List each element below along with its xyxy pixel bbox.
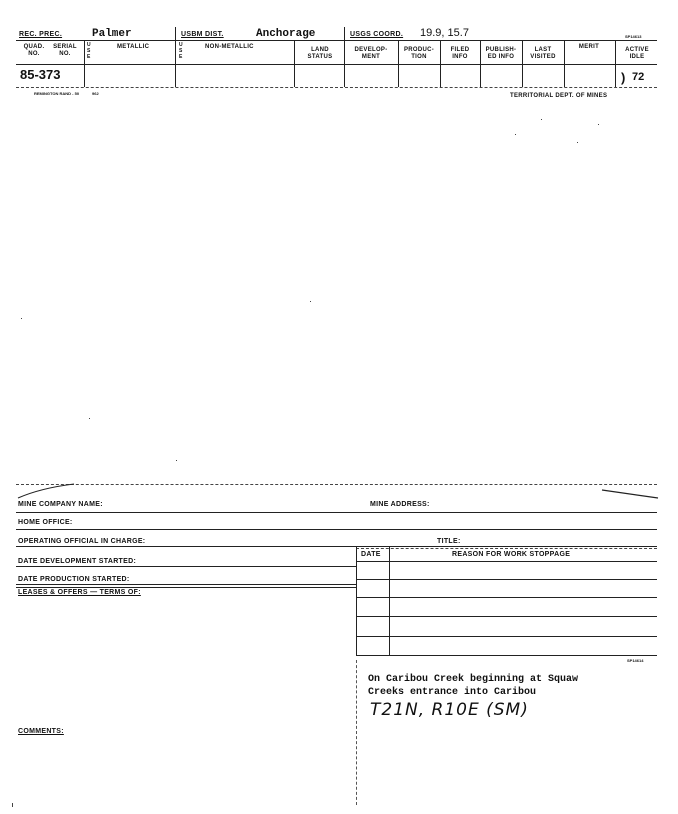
reason-column-header: REASON FOR WORK STOPPAGE — [452, 551, 571, 558]
form-rule — [16, 546, 657, 547]
header-divider — [344, 27, 345, 87]
stoppage-row — [356, 579, 657, 580]
stoppage-date-divider — [389, 546, 390, 656]
comments-label: COMMENTS: — [18, 728, 64, 735]
form-rule-double — [16, 587, 356, 588]
usgs-coord-value: 19.9, 15.7 — [420, 27, 469, 39]
header-top-rule — [16, 40, 657, 41]
speck — [577, 142, 578, 143]
stoppage-table-border — [356, 546, 357, 656]
speck — [176, 460, 177, 461]
use-nonmetallic-header: U S E — [179, 42, 183, 60]
stoppage-row — [356, 616, 657, 617]
leases-label: LEASES & OFFERS — TERMS OF: — [18, 589, 141, 596]
operating-official-label: OPERATING OFFICIAL IN CHARGE: — [18, 538, 146, 545]
form-rule-double — [356, 548, 657, 549]
date-development-label: DATE DEVELOPMENT STARTED: — [18, 558, 137, 565]
handwritten-location: T21N, R10E (SM) — [370, 700, 529, 720]
last-visited-header: LAST VISITED — [530, 47, 556, 60]
remarks-line-1: On Caribou Creek beginning at Squaw — [368, 674, 579, 685]
production-header: PRODUC-TION — [403, 47, 435, 60]
stoppage-row — [356, 636, 657, 637]
department-label: TERRITORIAL DEPT. OF MINES — [510, 93, 608, 99]
non-metallic-header: NON-METALLIC — [205, 44, 254, 50]
active-idle-value: 72 — [632, 71, 645, 83]
metallic-header: METALLIC — [117, 44, 150, 50]
use-metallic-header: U S E — [87, 42, 91, 60]
column-divider — [564, 41, 565, 87]
date-production-label: DATE PRODUCTION STARTED: — [18, 576, 130, 583]
printer-code: 962 — [92, 91, 99, 96]
form-code: SP14613 — [625, 34, 642, 39]
land-status-header: LAND STATUS — [307, 47, 333, 60]
speck — [598, 124, 599, 125]
header-divider — [175, 27, 176, 87]
filed-info-header: FILED INFO — [450, 47, 470, 60]
column-divider — [480, 41, 481, 87]
curl-left — [16, 478, 76, 500]
active-idle-header: ACTIVE IDLE — [625, 47, 649, 60]
mine-company-name-label: MINE COMPANY NAME: — [18, 501, 103, 508]
printer-mark: REMINGTON RAND - 50 — [34, 91, 80, 96]
lower-tear-line — [16, 484, 657, 485]
form-rule — [16, 584, 356, 585]
rec-prec-label: REC. PREC. — [19, 31, 63, 38]
usbm-dist-value: Anchorage — [256, 28, 316, 40]
column-divider — [615, 41, 616, 87]
card-number: 85-373 — [20, 67, 61, 82]
speck — [515, 134, 516, 135]
usbm-dist-label: USBM DIST. — [181, 31, 224, 38]
column-divider — [522, 41, 523, 87]
speck — [310, 301, 311, 302]
quad-no-header: QUAD. NO. — [23, 44, 45, 57]
remarks-line-2: Creeks entrance into Caribou — [368, 687, 537, 698]
mine-address-label: MINE ADDRESS: — [370, 501, 430, 508]
form-rule — [16, 529, 657, 530]
stoppage-row — [356, 561, 657, 562]
stoppage-row — [356, 597, 657, 598]
date-column-header: DATE — [361, 551, 381, 558]
column-divider — [398, 41, 399, 87]
curl-right — [600, 480, 660, 500]
published-info-header: PUBLISH-ED INFO — [485, 47, 517, 60]
speck — [541, 119, 542, 120]
column-divider — [294, 41, 295, 87]
title-label: TITLE: — [437, 538, 461, 545]
column-divider — [440, 41, 441, 87]
speck — [12, 803, 13, 807]
usgs-coord-label: USGS COORD. — [350, 31, 404, 38]
form-rule — [16, 512, 657, 513]
rec-prec-value: Palmer — [92, 28, 132, 40]
row-tear-line — [16, 87, 657, 88]
active-idle-mark: ) — [621, 70, 626, 85]
column-divider — [84, 41, 85, 87]
form-rule — [16, 566, 356, 567]
speck — [21, 318, 22, 319]
speck — [89, 418, 90, 419]
lower-margin-line — [356, 660, 357, 805]
home-office-label: HOME OFFICE: — [18, 519, 73, 526]
column-header-rule — [16, 64, 657, 65]
merit-header: MERIT — [578, 44, 600, 50]
development-header: DEVELOP-MENT — [354, 47, 388, 60]
stoppage-row — [356, 655, 657, 656]
serial-no-header: SERIAL NO. — [53, 44, 77, 57]
form-code-2: SP14614 — [627, 658, 644, 663]
